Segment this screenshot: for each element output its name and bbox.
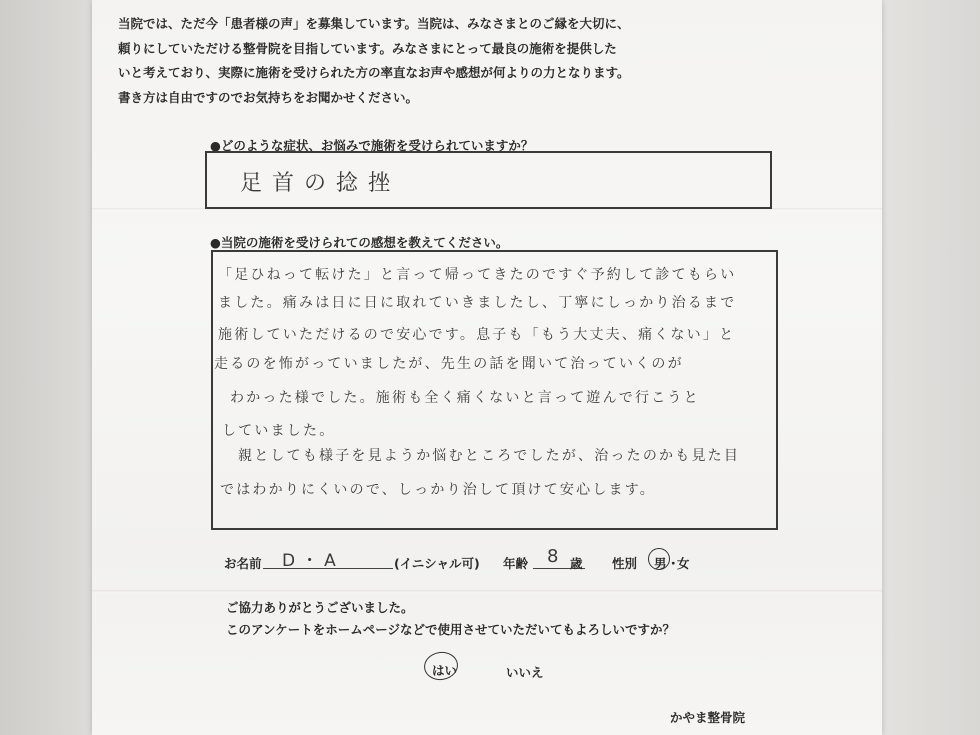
comment-line: していました。 — [222, 423, 336, 439]
age-value[interactable]: 8 — [547, 546, 562, 567]
consent-no[interactable]: いいえ — [506, 665, 544, 680]
comment-line: 走るのを怖がっていましたが、先生の話を聞いて治っていくのが — [214, 356, 684, 372]
gender-separator: ・ — [667, 556, 680, 571]
intro-line: 当院では、ただ今「患者様の声」を募集しています。当院は、みなさまとのご縁を大切に、 — [118, 16, 630, 31]
consent-yes[interactable]: はい — [432, 663, 458, 678]
intro-text — [118, 12, 778, 110]
paper-fold — [92, 590, 882, 593]
gender-female[interactable]: 女 — [677, 556, 690, 571]
gender-male[interactable]: 男 — [654, 556, 667, 571]
comment-line: わかった様でした。施術も全く痛くないと言って遊んで行こうと — [230, 390, 700, 406]
consent-question: このアンケートをホームページなどで使用させていただいてもよろしいですか？ — [226, 622, 676, 637]
comment-line: ではわかりにくいので、しっかり治して頂けて安心します。 — [220, 482, 656, 498]
thanks-text: ご協力ありがとうございました。 — [226, 600, 414, 615]
comment-line: 施術していただけるので安心です。息子も「もう大丈夫、痛くない」と — [218, 327, 736, 343]
name-label: お名前 — [224, 556, 262, 571]
gender-label: 性別 — [612, 556, 638, 571]
comment-line: ました。痛みは日に日に取れていきましたし、丁寧にしっかり治るまで — [218, 295, 737, 311]
clinic-name: かやま整骨院 — [670, 710, 746, 725]
comment-line: 「足ひねって転けた」と言って帰ってきたのですぐ予約して診てもらい — [218, 267, 737, 283]
initial-note: (イニシャル可) — [394, 556, 480, 571]
intro-line: 頼りにしていただける整骨院を目指しています。みなさまにとって最良の施術を提供した — [118, 40, 617, 56]
intro-line: いと考えており、実際に施術を受けられた方の率直なお声や感想が何よりの力となります。 — [118, 65, 630, 80]
question-2-label: ●当院の施術を受けられての感想を教えてください。 — [210, 235, 509, 250]
name-value[interactable]: D・A — [282, 551, 342, 571]
intro-line: 書き方は自由ですのでお気持ちをお聞かせください。 — [118, 89, 419, 105]
age-unit: 歳 — [570, 556, 583, 571]
symptom-answer: 足首の捻挫 — [240, 171, 401, 196]
comment-line: 親としても様子を見ようか悩むところでしたが、治ったのかも見た目 — [238, 448, 741, 464]
age-label: 年齢 — [503, 556, 529, 571]
question-1-label: ●どのような症状、お悩みで施術を受けられていますか？ — [210, 138, 534, 153]
